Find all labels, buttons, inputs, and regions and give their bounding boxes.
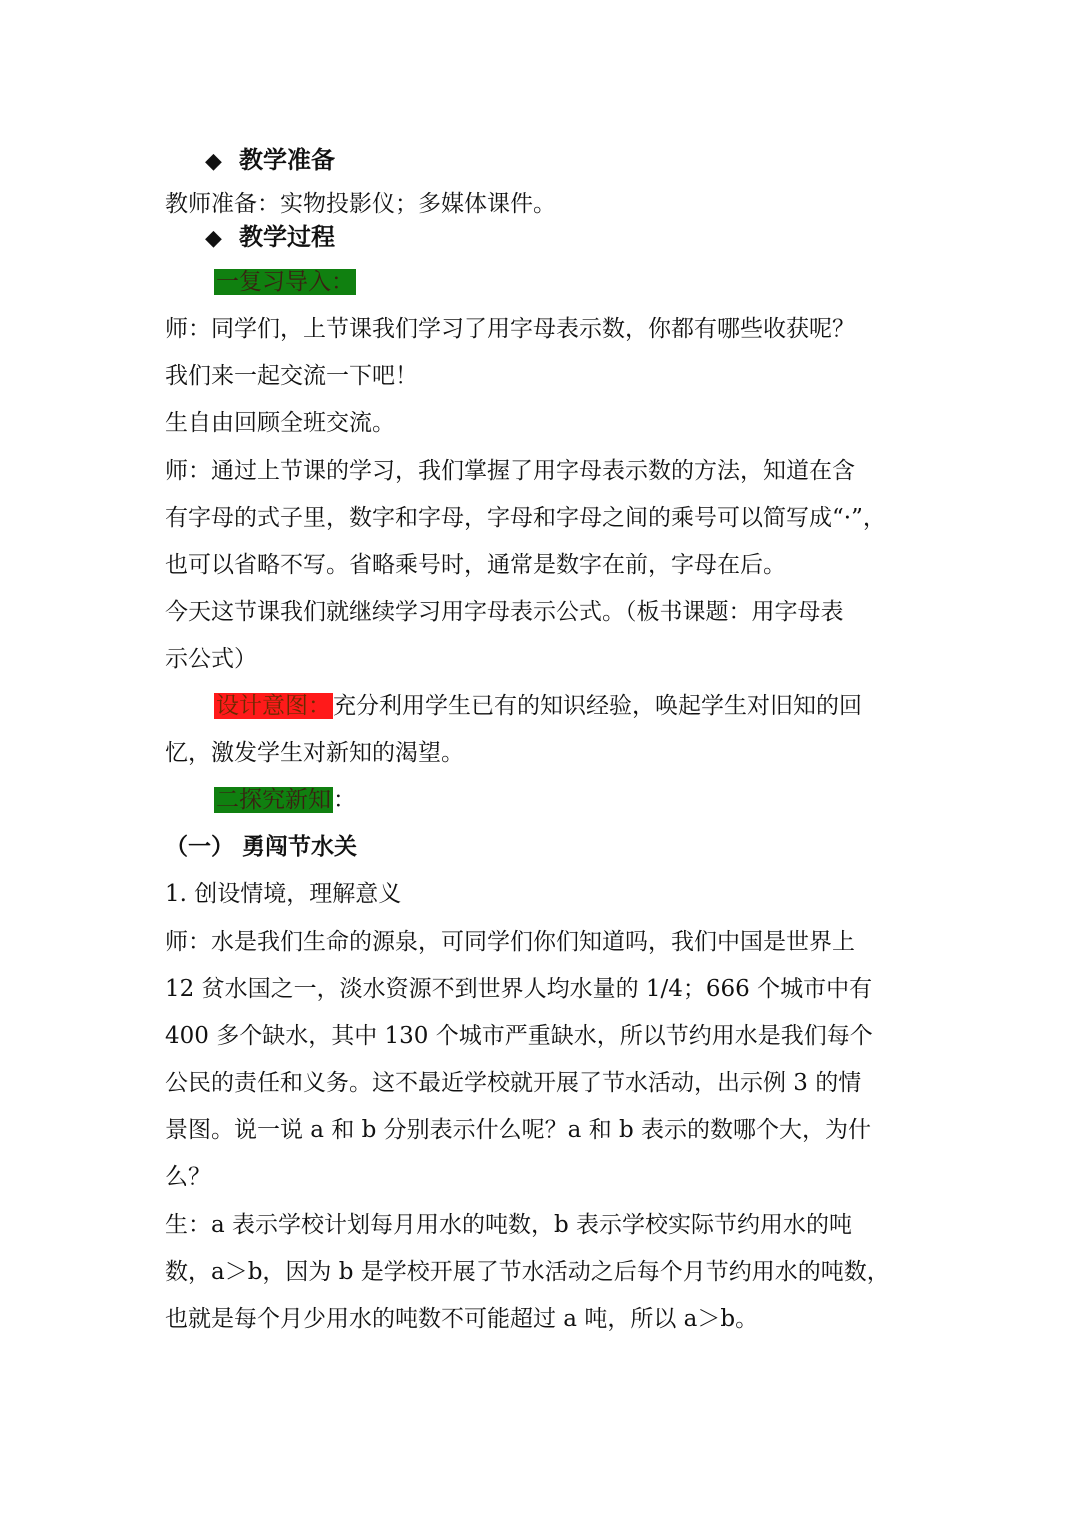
subsection-title: （一） 勇闯节水关 bbox=[165, 833, 358, 860]
part2-heading bbox=[214, 784, 974, 816]
paragraph-line: 有字母的式子里，数字和字母，字母和字母之间的乘号可以简写成“·”， bbox=[165, 505, 886, 531]
paragraph-line: 400 多个缺水，其中 130 个城市严重缺水，所以节约用水是我们每个 bbox=[165, 1023, 873, 1049]
part2-label: 二探究新知 bbox=[216, 787, 331, 813]
paragraph-line: 生自由回顾全班交流。 bbox=[165, 410, 395, 436]
paragraph-line: 今天这节课我们就继续学习用字母表示公式。（板书课题：用字母表 bbox=[165, 599, 844, 625]
diamond-bullet-icon: ◆ bbox=[205, 225, 222, 251]
paragraph-line: 师：通过上节课的学习，我们掌握了用字母表示数的方法，知道在含 bbox=[165, 458, 855, 484]
paragraph-line: 也就是每个月少用水的吨数不可能超过 a 吨，所以 a＞b。 bbox=[165, 1306, 759, 1332]
paragraph-line: 忆，激发学生对新知的渴望。 bbox=[165, 740, 464, 766]
paragraph-line: 景图。说一说 a 和 b 分别表示什么呢？a 和 b 表示的数哪个大，为什 bbox=[165, 1117, 872, 1143]
paragraph-line: 师：同学们，上节课我们学习了用字母表示数，你都有哪些收获呢？ bbox=[165, 316, 855, 342]
paragraph-line: 也可以省略不写。省略乘号时，通常是数字在前，字母在后。 bbox=[165, 552, 786, 578]
paragraph-line: 生：a 表示学校计划每月用水的吨数，b 表示学校实际节约用水的吨 bbox=[165, 1212, 853, 1238]
paragraph-line: 数，a＞b，因为 b 是学校开展了节水活动之后每个月节约用水的吨数， bbox=[165, 1259, 890, 1285]
paragraph-line: 示公式） bbox=[165, 646, 257, 672]
paragraph-line: 么？ bbox=[165, 1164, 211, 1190]
design-intent-text: 充分利用学生已有的知识经验，唤起学生对旧知的回 bbox=[333, 693, 862, 719]
heading-teaching-prep: ◆ 教学准备 bbox=[205, 144, 965, 176]
design-intent bbox=[214, 690, 924, 722]
paragraph-line: 师：水是我们生命的源泉，可同学们你们知道吗，我们中国是世界上 bbox=[165, 929, 855, 955]
subsection-item: 1. 创设情境，理解意义 bbox=[165, 881, 402, 907]
part1-label: 一复习导入： bbox=[216, 269, 354, 295]
part1-heading bbox=[214, 266, 974, 298]
diamond-bullet-icon: ◆ bbox=[205, 148, 222, 174]
paragraph-line: 公民的责任和义务。这不最近学校就开展了节水活动，出示例 3 的情 bbox=[165, 1070, 862, 1096]
part2-colon: ： bbox=[333, 787, 356, 813]
design-intent-label: 设计意图： bbox=[216, 693, 331, 719]
paragraph-line: 12 贫水国之一，淡水资源不到世界人均水量的 1/4；666 个城市中有 bbox=[165, 976, 873, 1002]
heading-teaching-process: ◆ 教学过程 bbox=[205, 221, 965, 253]
prep-text: 教师准备：实物投影仪；多媒体课件。 bbox=[165, 191, 556, 217]
paragraph-line: 我们来一起交流一下吧！ bbox=[165, 363, 418, 389]
